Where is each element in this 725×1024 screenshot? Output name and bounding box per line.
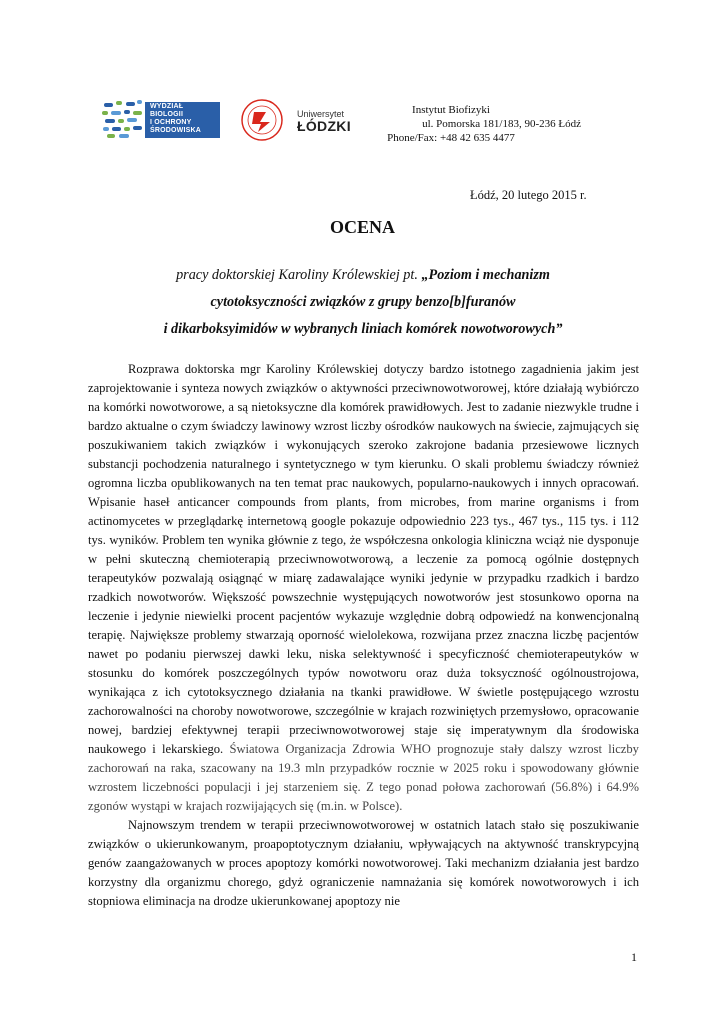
faculty-logo-line: BIOLOGII xyxy=(150,111,184,118)
paragraph-who-text: Światowa Organizacja Zdrowia WHO prognozuje stały dalszy wzrost liczby zachorowań na raka, szacowany na 19.3 mln przypadków rocznie w 2025 roku i spowodowany głównie wzrostem liczebności populacji i jej starzeniem się. Z tego ponad połowa zachorowań (56.8%) i 64.9% zgonów wystąpi w krajach rozwijających się (m.in. w Polsce). xyxy=(88,742,639,813)
faculty-logo xyxy=(102,99,220,139)
subtitle-line1-bold: „Poziom i mechanizm xyxy=(421,267,550,283)
subtitle-line3: i dikarboksyimidów w wybranych liniach komórek nowotworowych” xyxy=(163,321,563,337)
review-body xyxy=(88,360,639,911)
university-seal-icon xyxy=(240,96,284,144)
university-logo-line2: ŁÓDZKI xyxy=(297,118,351,134)
institute-address: ul. Pomorska 181/183, 90-236 Łódź xyxy=(422,118,581,130)
institute-phone: Phone/Fax: +48 42 635 4477 xyxy=(387,132,515,144)
page-number: 1 xyxy=(631,950,637,964)
institute-name: Instytut Biofizyki xyxy=(412,104,490,116)
document-date: Łódź, 20 lutego 2015 r. xyxy=(470,188,587,202)
subtitle-prefix: pracy doktorskiej Karoliny Królewskiej pt. xyxy=(176,267,422,283)
document-title: OCENA xyxy=(329,217,395,237)
paragraph-intro xyxy=(88,360,639,816)
document-subtitle xyxy=(100,262,626,343)
faculty-logo-dots-icon xyxy=(102,99,144,139)
university-logo-line1: Uniwersytet xyxy=(297,109,345,119)
paragraph-intro-text: Rozprawa doktorska mgr Karoliny Królewskiej dotyczy bardzo istotnego zagadnienia jakim jest zaprojektowanie i synteza nowych związków o aktywności przeciwnowotworowej, które działają wybiórczo na komórki nowotworowe, a są nietoksyczne dla komórek prawidłowych. Jest to zadanie niezwykle trudne i bardzo aktualne o czym świadczy lawinowy wzrost liczby ośrodków naukowych na świecie, zajmujących się poszukiwaniem takich związków i wykonujących szeroko zakrojone badania przesiewowe licznych substancji pochodzenia naturalnego i syntetycznego w tym kierunku. O skali problemu świadczy również ogromna liczba opublikowanych na ten temat prac naukowych, popularno-naukowych i innych opracowań. Wpisanie haseł anticancer compounds from plants, from microbes, from marine organisms i from actinomycetes w przeglądarkę internetową google pokazuje odpowiednio 223 tys., 467 tys., 115 tys. i 112 tys. wyników. Problem ten wynika głównie z tego, że współczesna onkologia kliniczna wciąż nie dysponuje w pełni skuteczną chemioterapią przeciwnowotworową, a leczenie za pomocą ogólnie dostępnych terapeutyków pozwalają osiągnąć w miarę zadawalające wyniki jedynie w przypadku rzadkich i bardzo rzadkich nowotworów. Większość powszechnie występujących nowotworów jest stosunkowo oporna na leczenie i jedynie niewielki procent pacjentów wykazuje względnie dobrą odpowiedź na konwencjonalną terapię. Największe problemy stwarzają oporność wielolekowa, rozwijana przez znaczna liczbę pacjentów nawet po podaniu pierwszej dawki leku, niska selektywność i specyficzność chemioterapeutyków w stosunku do komórek poszczególnych typów nowotworu oraz duża toksyczność ogólnoustrojowa, wynikająca z ich cytotoksycznego działania na tkanki prawidłowe. W świetle postępującego wzrostu zachorowalności na choroby nowotworowe, szczególnie w krajach rozwiniętych przemysłowo, opracowanie nowej, bardziej efektywnej terapii przeciwnowotworowej staje się imperatywnym dla środowiska naukowego i lekarskiego. xyxy=(88,362,639,756)
institute-address-block xyxy=(321,103,581,145)
paragraph-trend: Najnowszym trendem w terapii przeciwnowotworowej w ostatnich latach stało się poszukiwanie związków o ukierunkowanym, proapoptotycznym działaniu, wpływających na aktywność transkrypcyjną genów zaangażowanych w proces apoptozy komórki nowotworowej. Taki mechanizm działania jest bardzo korzystny dla organizmu chorego, gdyż ograniczenie namnażania się komórek nowotworowych i ich stopniowa eliminacja na drodze ukierunkowanej apoptozy nie xyxy=(88,818,639,908)
faculty-logo-line: WYDZIAŁ xyxy=(150,103,184,110)
subtitle-line1 xyxy=(100,262,626,289)
subtitle-line2: cytotoksyczności związków z grupy benzo[b]furanów xyxy=(210,294,516,310)
faculty-logo-line: ŚRODOWISKA xyxy=(150,127,201,134)
faculty-logo-line: I OCHRONY xyxy=(150,119,192,126)
faculty-logo-text xyxy=(150,103,201,135)
